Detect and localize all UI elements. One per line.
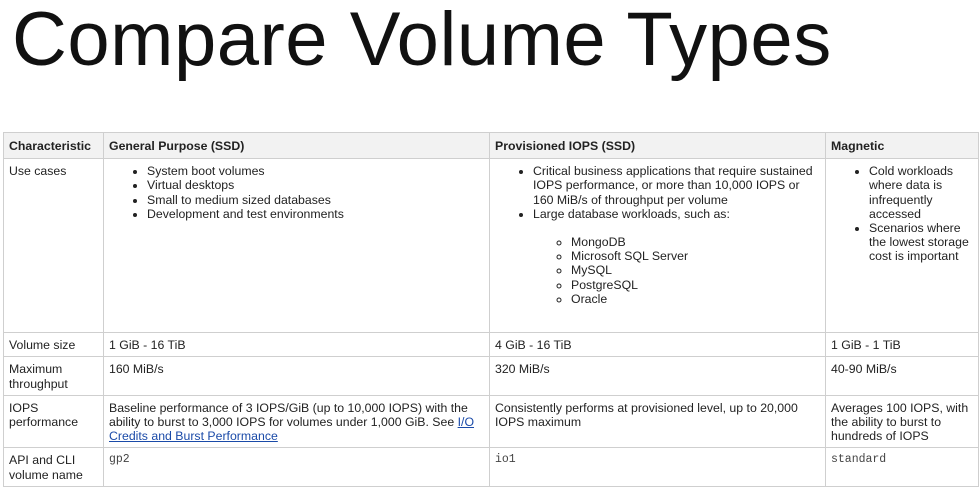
list-item: ◦ Oracle bbox=[571, 292, 820, 306]
cell-mag-throughput: 40-90 MiB/s bbox=[826, 357, 979, 395]
table-row-volume-size bbox=[4, 333, 979, 357]
cell-gp-api-name: gp2 bbox=[104, 448, 490, 486]
list-item-text: Large database workloads, such as: bbox=[533, 206, 730, 221]
cell-pi-iops: Consistently performs at provisioned level, up to 20,000 IOPS maximum bbox=[490, 395, 826, 448]
list-item: • Virtual desktops bbox=[147, 178, 484, 192]
header-general-purpose: General Purpose (SSD) bbox=[104, 133, 490, 159]
row-label-max-throughput: Maximum throughput bbox=[4, 357, 104, 395]
table-row-max-throughput bbox=[4, 357, 979, 395]
cell-gp-iops bbox=[104, 395, 490, 448]
list-item: • System boot volumes bbox=[147, 164, 484, 178]
list-item: • Cold workloads where data is infrequently accessed bbox=[869, 164, 973, 221]
list-item: • Critical business applications that require sustained IOPS performance, or more than 10,000 IOPS or 160 MiB/s of throughput per volume bbox=[533, 164, 820, 207]
io-credits-link[interactable]: I/O Credits and Burst Performance bbox=[109, 415, 475, 444]
gp-use-case-list bbox=[109, 164, 484, 221]
cell-pi-volume-size: 4 GiB - 16 TiB bbox=[490, 333, 826, 357]
cell-mag-use-cases bbox=[826, 159, 979, 333]
row-label-use-cases: Use cases bbox=[4, 159, 104, 333]
cell-gp-use-cases bbox=[104, 159, 490, 333]
cell-mag-volume-size: 1 GiB - 1 TiB bbox=[826, 333, 979, 357]
mag-use-case-list bbox=[831, 164, 973, 263]
list-item: • Development and test environments bbox=[147, 207, 484, 221]
table-row-iops-performance bbox=[4, 395, 979, 448]
list-item: ◦ PostgreSQL bbox=[571, 278, 820, 292]
cell-mag-api-name: standard bbox=[826, 448, 979, 486]
list-item: • Scenarios where the lowest storage cost is important bbox=[869, 221, 973, 264]
row-label-volume-size: Volume size bbox=[4, 333, 104, 357]
cell-gp-throughput: 160 MiB/s bbox=[104, 357, 490, 395]
gp-iops-text: Baseline performance of 3 IOPS/GiB (up to 10,000 IOPS) with the ability to burst to 3,000 IOPS for volumes under 1,000 GiB. See bbox=[109, 400, 468, 430]
row-label-iops-performance: IOPS performance bbox=[4, 395, 104, 448]
cell-mag-iops: Averages 100 IOPS, with the ability to burst to hundreds of IOPS bbox=[826, 395, 979, 448]
list-item: • Small to medium sized databases bbox=[147, 193, 484, 207]
row-label-api-name: API and CLI volume name bbox=[4, 448, 104, 486]
list-item bbox=[533, 207, 820, 306]
header-magnetic: Magnetic bbox=[826, 133, 979, 159]
cell-pi-use-cases bbox=[490, 159, 826, 333]
cell-pi-api-name: io1 bbox=[490, 448, 826, 486]
list-item: ◦ Microsoft SQL Server bbox=[571, 249, 820, 263]
database-sublist bbox=[533, 235, 820, 306]
cell-gp-volume-size: 1 GiB - 16 TiB bbox=[104, 333, 490, 357]
header-provisioned-iops: Provisioned IOPS (SSD) bbox=[490, 133, 826, 159]
comparison-table bbox=[3, 132, 979, 487]
pi-use-case-list bbox=[495, 164, 820, 306]
list-item: ◦ MySQL bbox=[571, 263, 820, 277]
table-row-api-name bbox=[4, 448, 979, 486]
list-item: ◦ MongoDB bbox=[571, 235, 820, 249]
page-title: Compare Volume Types bbox=[12, 0, 832, 82]
header-characteristic: Characteristic bbox=[4, 133, 104, 159]
cell-pi-throughput: 320 MiB/s bbox=[490, 357, 826, 395]
table-row-use-cases bbox=[4, 159, 979, 333]
header-row bbox=[4, 133, 979, 159]
